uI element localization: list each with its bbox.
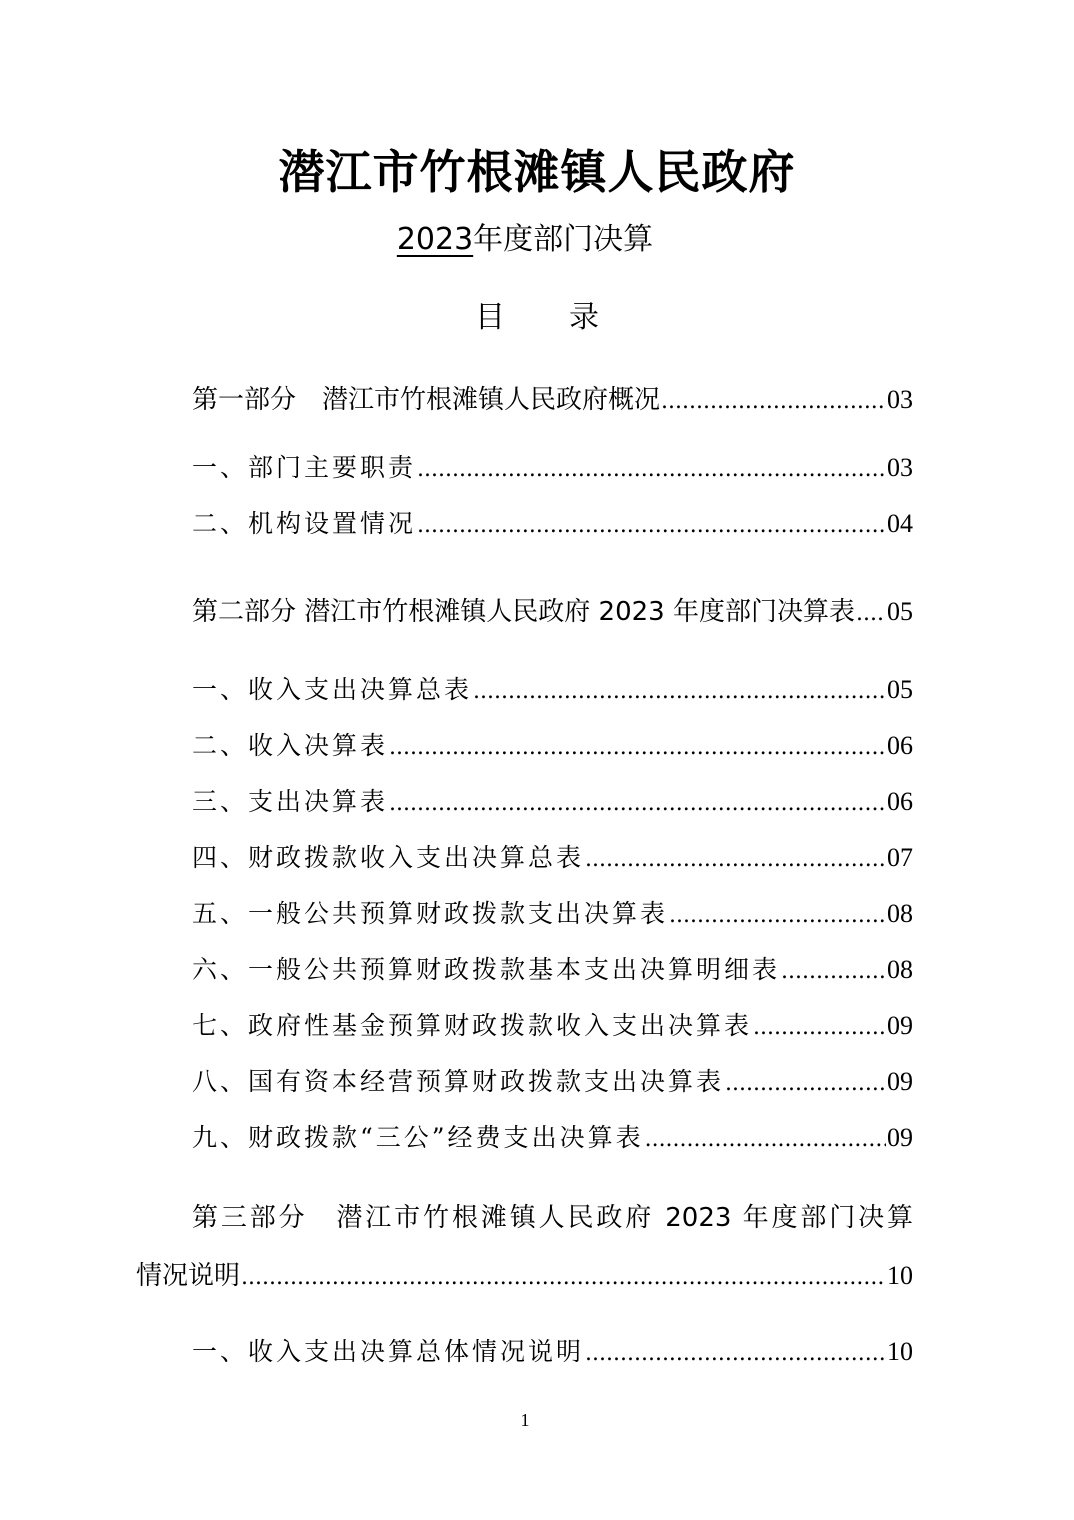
toc-entry-page: 06 <box>887 731 913 760</box>
toc-item[interactable] <box>192 950 913 992</box>
toc-entry-label: 九、财政拨款“三公”经费支出决算表 <box>192 1123 644 1152</box>
toc-entry-label: 一、收入支出决算总体情况说明 <box>192 1337 585 1366</box>
toc-entry-label: 二、收入决算表 <box>192 731 389 760</box>
toc-leader-dots <box>389 784 886 824</box>
toc-entry-label: 六、一般公共预算财政拨款基本支出决算明细表 <box>192 955 781 984</box>
toc-entry-label: 二、机构设置情况 <box>192 509 417 538</box>
toc-leader-dots <box>585 840 886 880</box>
toc-entry-label: 第二部分 潜江市竹根滩镇人民政府 2023 年度部门决算表 <box>192 597 855 627</box>
page-number: 1 <box>520 1410 530 1430</box>
toc-entry-page: 09 <box>887 1011 913 1040</box>
toc-part-2[interactable] <box>192 592 913 634</box>
toc-item[interactable] <box>192 726 913 768</box>
toc-item[interactable] <box>192 670 913 712</box>
toc-entry-page: 08 <box>887 899 913 928</box>
toc-leader-dots <box>417 506 886 546</box>
toc-heading-right: 录 <box>569 300 599 335</box>
toc-leader-dots <box>661 382 886 422</box>
toc-entry-label: 一、部门主要职责 <box>192 453 417 482</box>
toc-entry-page: 10 <box>887 1337 913 1366</box>
toc-leader-dots <box>669 896 886 936</box>
document-title: 潜江市竹根滩镇人民政府 <box>278 145 796 199</box>
toc-entry-page: 10 <box>887 1261 913 1290</box>
toc-leader-dots <box>241 1258 886 1298</box>
toc-entry-label: 八、国有资本经营预算财政拨款支出决算表 <box>192 1067 725 1096</box>
toc-item[interactable] <box>192 894 913 936</box>
toc-part-3-line-2[interactable] <box>136 1256 913 1298</box>
toc-entry-label: 情况说明 <box>136 1261 241 1291</box>
toc-item[interactable] <box>192 1332 913 1374</box>
toc-heading-left: 目 <box>475 300 505 335</box>
toc-entry-page: 07 <box>887 843 913 872</box>
document-subtitle <box>0 218 1050 262</box>
toc-heading <box>0 296 1074 340</box>
toc-entry-label: 三、支出决算表 <box>192 787 389 816</box>
toc-part-1[interactable] <box>192 380 913 422</box>
toc-entry-page: 08 <box>887 955 913 984</box>
toc-entry-label: 第一部分 潜江市竹根滩镇人民政府概况 <box>192 385 661 415</box>
toc-item[interactable] <box>192 838 913 880</box>
toc-part-3-line-1[interactable]: 第三部分 潜江市竹根滩镇人民政府 2023 年度部门决算 <box>192 1203 913 1233</box>
toc-entry-page: 03 <box>887 385 913 414</box>
toc-leader-dots <box>389 728 886 768</box>
toc-entry-page: 05 <box>887 597 913 626</box>
toc-leader-dots <box>473 672 886 712</box>
toc-entry-page: 04 <box>887 509 913 538</box>
toc-leader-dots <box>645 1120 886 1160</box>
subtitle-year: 2023 <box>396 222 474 257</box>
toc-item[interactable] <box>192 1062 913 1104</box>
subtitle-text: 年度部门决算 <box>473 222 654 257</box>
toc-leader-dots <box>753 1008 886 1048</box>
toc-entry-page: 06 <box>887 787 913 816</box>
toc-item[interactable] <box>192 1006 913 1048</box>
toc-item[interactable] <box>192 504 913 546</box>
toc-leader-dots <box>725 1064 886 1104</box>
toc-item[interactable] <box>192 1118 913 1160</box>
toc-leader-dots <box>856 594 886 634</box>
toc-entry-page: 03 <box>887 453 913 482</box>
toc-item[interactable] <box>192 448 913 490</box>
toc-entry-label: 七、政府性基金预算财政拨款收入支出决算表 <box>192 1011 753 1040</box>
toc-entry-page: 09 <box>887 1067 913 1096</box>
toc-entry-page: 05 <box>887 675 913 704</box>
toc-entry-label: 一、收入支出决算总表 <box>192 675 473 704</box>
toc-entry-page: 09 <box>887 1123 913 1152</box>
toc-leader-dots <box>585 1334 886 1374</box>
toc-item[interactable] <box>192 782 913 824</box>
toc-leader-dots <box>417 450 886 490</box>
toc-leader-dots <box>781 952 886 992</box>
toc-entry-label: 五、一般公共预算财政拨款支出决算表 <box>192 899 669 928</box>
toc-entry-label: 四、财政拨款收入支出决算总表 <box>192 843 585 872</box>
